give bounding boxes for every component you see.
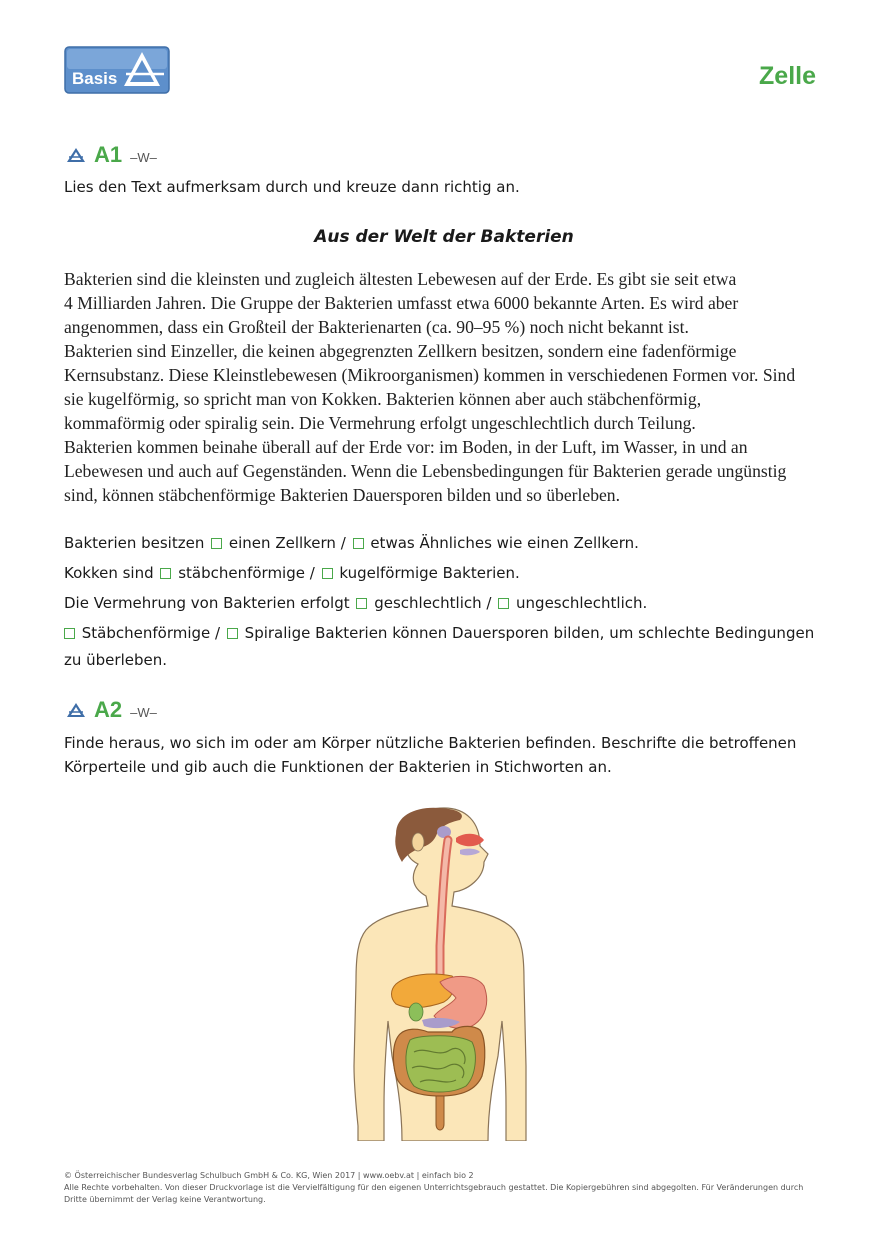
human-digestive-system-illustration xyxy=(348,806,532,1141)
reading-text xyxy=(64,267,826,507)
task-a1-label: A1 xyxy=(94,142,123,167)
task-a1-header xyxy=(66,142,157,168)
checkbox-icon[interactable] xyxy=(64,628,75,639)
statement-2: Kokken sind stäbchenförmige / kugelförmige Bakterien. xyxy=(64,564,520,582)
task-a1-type: –W– xyxy=(130,150,157,165)
footer-rights: Alle Rechte vorbehalten. Von dieser Druckvorlage ist die Vervielfältigung für den eigenen Unterrichtsgebrauch gestattet. Die Kopiergebühren sind abgegolten. Für Veränderungen durch xyxy=(64,1183,804,1192)
reading-line: Bakterien sind die kleinsten und zugleich ältesten Lebewesen auf der Erde. Es gibt sie seit etwa xyxy=(64,269,737,289)
footer xyxy=(64,1170,824,1206)
reading-line: kommaförmig oder spiralig sein. Die Vermehrung erfolgt ungeschlechtlich durch Teilung. xyxy=(64,413,696,433)
reading-line: Bakterien sind Einzeller, die keinen abgegrenzten Zellkern besitzen, sondern eine fadenförmige xyxy=(64,341,737,361)
checkbox-icon[interactable] xyxy=(322,568,333,579)
logo-text: Basis xyxy=(72,69,118,88)
footer-copyright: © Österreichischer Bundesverlag Schulbuch GmbH & Co. KG, Wien 2017 | www.oebv.at | einfach bio 2 xyxy=(64,1171,474,1180)
statement-3: Die Vermehrung von Bakterien erfolgt geschlechtlich / ungeschlechtlich. xyxy=(64,594,648,612)
basis-pyramid-icon xyxy=(66,147,86,163)
reading-line: Bakterien kommen beinahe überall auf der Erde vor: im Boden, in der Luft, im Wasser, in und an xyxy=(64,437,748,457)
reading-title: Aus der Welt der Bakterien xyxy=(314,227,574,247)
chapter-title: Zelle xyxy=(759,62,816,90)
task-a2-instruction: Finde heraus, wo sich im oder am Körper nützliche Bakterien befinden. Beschrifte die betroffenen Körperteile und gib auch die Funktionen der Bakterien in Stichworten an. xyxy=(64,734,797,776)
task-a1-instruction: Lies den Text aufmerksam durch und kreuze dann richtig an. xyxy=(64,178,520,196)
checkbox-icon[interactable] xyxy=(227,628,238,639)
task-a2-type: –W– xyxy=(130,705,157,720)
reading-line: 4 Milliarden Jahren. Die Gruppe der Bakterien umfasst etwa 6000 bekannte Arten. Es wird aber xyxy=(64,293,739,313)
statement-1: Bakterien besitzen einen Zellkern / etwas Ähnliches wie einen Zellkern. xyxy=(64,534,639,552)
reading-line: angenommen, dass ein Großteil der Bakterienarten (ca. 90–95 %) noch nicht bekannt ist. xyxy=(64,317,689,337)
reading-line: Kernsubstanz. Diese Kleinstlebewesen (Mikroorganismen) kommen in verschiedenen Formen vor. Sind xyxy=(64,365,796,385)
checkbox-icon[interactable] xyxy=(498,598,509,609)
checkbox-icon[interactable] xyxy=(160,568,171,579)
reading-line: Lebewesen und auch auf Gegenständen. Wenn die Lebensbedingungen für Bakterien gerade ungünstig xyxy=(64,461,787,481)
statement-4: Stäbchenförmige / Spiralige Bakterien können Dauersporen bilden, um schlechte Bedingungen zu überleben. xyxy=(64,624,815,669)
checkbox-icon[interactable] xyxy=(211,538,222,549)
checkbox-icon[interactable] xyxy=(353,538,364,549)
reading-line: sie kugelförmig, so spricht man von Kokken. Bakterien können aber auch stäbchenförmig, xyxy=(64,389,702,409)
basis-logo xyxy=(64,46,170,94)
task-a2-header xyxy=(66,697,157,723)
basis-pyramid-icon xyxy=(66,702,86,718)
task-a2-label: A2 xyxy=(94,697,123,722)
reading-line: sind, können stäbchenförmige Bakterien Dauersporen bilden und so überleben. xyxy=(64,485,620,505)
footer-responsibility: Dritte übernimmt der Verlag keine Verantwortung. xyxy=(64,1195,266,1204)
checkbox-icon[interactable] xyxy=(356,598,367,609)
